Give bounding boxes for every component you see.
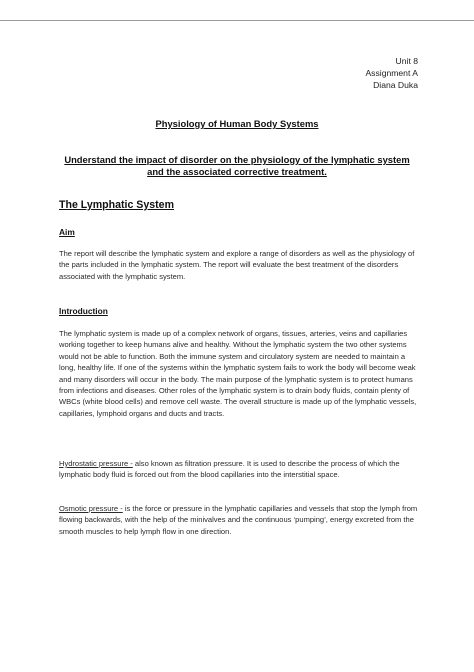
- hydrostatic-definition: also known as filtration pressure. It is used to describe the process of which the lymphatic body fluid is forced out from the blood capillaries into the interstitial space.: [59, 459, 400, 480]
- aim-heading: Aim: [59, 227, 75, 237]
- osmotic-term: Osmotic pressure -: [59, 504, 123, 513]
- section-heading: The Lymphatic System: [59, 199, 174, 211]
- hydrostatic-term: Hydrostatic pressure -: [59, 459, 133, 468]
- introduction-heading: Introduction: [59, 306, 108, 316]
- document-header: [365, 55, 418, 91]
- author-name: Diana Duka: [373, 80, 418, 90]
- osmotic-definition: is the force or pressure in the lymphatic capillaries and vessels that stop the lymph from flowing backwards, with the help of the minivalves and the continuous ‘pumping’, energy excreted from the smooth muscles to help lymph flow in one direction.: [59, 504, 418, 536]
- introduction-paragraph: The lymphatic system is made up of a complex network of organs, tissues, arteries, veins and capillaries working together to keep humans alive and healthy. Without the lymphatic system the two other systems would not be able to function. Both the immune system and circulatory system are needed to maintain a long, healthy life. If one of the systems within the lymphatic system fails to work the body will become weak and many disorders will occur in the body. The main purpose of the lymphatic system is to protect humans from infections and diseases. Other roles of the lymphatic system is to drain body fluids, contain plenty of WBCs (white blood cells) and remove cell waste. The overall structure is made up of the lymphatic vessels, capillaries, lymphoid organs and ducts and tracts.: [59, 329, 417, 418]
- unit-label: Unit 8: [395, 56, 418, 66]
- osmotic-paragraph: [59, 503, 421, 537]
- assignment-label: Assignment A: [365, 68, 418, 78]
- hydrostatic-paragraph: [59, 458, 421, 481]
- page-top-border: [0, 20, 474, 21]
- document-title: Physiology of Human Body Systems: [155, 118, 319, 129]
- document-subtitle-line-1: Understand the impact of disorder on the physiology of the lymphatic system: [64, 154, 410, 165]
- aim-paragraph: The report will describe the lymphatic system and explore a range of disorders as well as the physiology of the parts included in the lymphatic system. The report will evaluate the best treatment of the disorders associated with the lymphatic system.: [59, 249, 415, 281]
- document-subtitle-line-2: and the associated corrective treatment.: [147, 166, 327, 177]
